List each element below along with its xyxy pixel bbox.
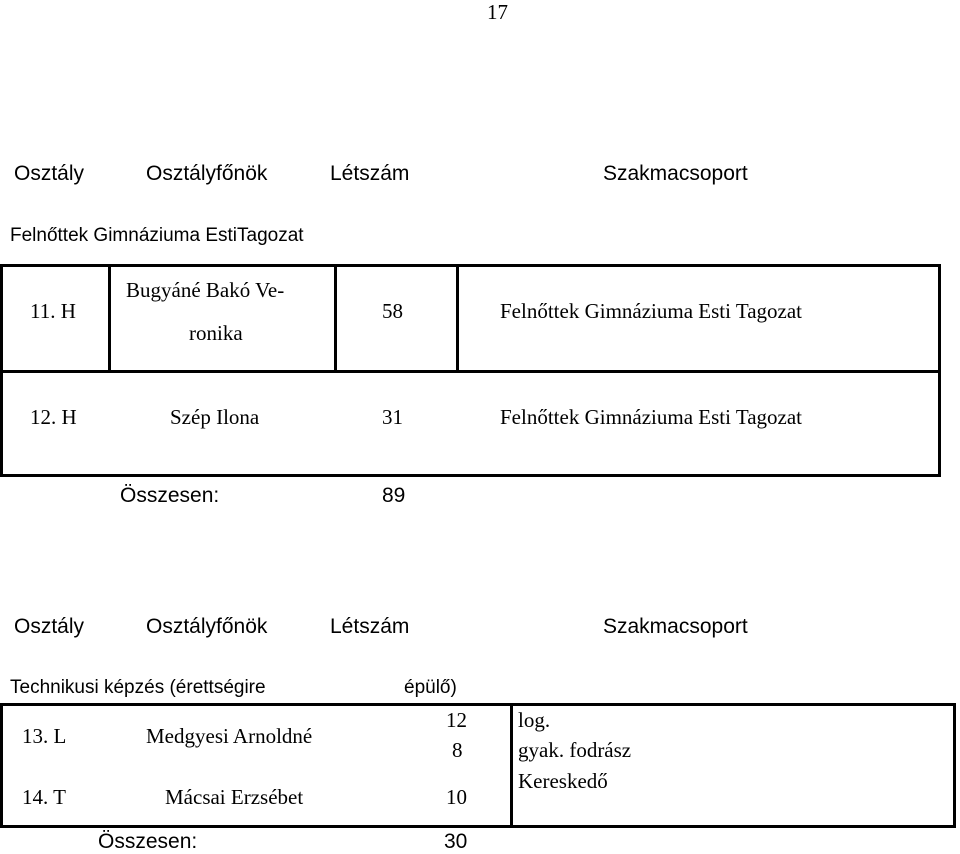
row-count-line1: 12 [446,708,467,732]
section-2-title-part1: Technikusi képzés (érettségire [10,677,266,698]
table-1-divider-3 [456,264,459,371]
section-1-total-value: 89 [382,484,406,507]
row-count: 58 [382,299,403,323]
row-group-line2: gyak. fodrász [518,738,632,762]
row-teacher-line2: ronika [189,321,243,345]
header-letszam: Létszám [330,162,410,185]
row-class: 13. L [22,724,67,748]
row-count: 10 [446,785,467,809]
table-1-border-bottom [0,474,941,477]
row-teacher-line1: Bugyáné Bakó Ve- [126,278,285,302]
row-teacher: Szép Ilona [170,405,260,429]
table-1-border-left [0,264,3,477]
section-1-title: Felnőttek Gimnáziuma EstiTagozat [10,225,304,246]
header-szakmacsoport: Szakmacsoport [603,162,748,185]
section-1-total-label: Összesen: [120,484,220,507]
row-count: 31 [382,405,403,429]
header-osztaly: Osztály [14,615,85,638]
table-1-divider-2 [334,264,337,371]
row-group: Felnőttek Gimnáziuma Esti Tagozat [500,405,802,429]
table-1-border-mid [0,370,941,373]
table-2-border-bottom [0,825,956,828]
row-group: Kereskedő [518,769,608,793]
header-osztaly: Osztály [14,162,85,185]
header-osztalyfonok: Osztályfőnök [146,615,268,638]
row-teacher: Medgyesi Arnoldné [146,724,313,748]
table-2-border-left [0,703,3,828]
table-1-border-right [938,264,941,477]
table-2-border-top [0,703,956,706]
row-class: 14. T [22,785,66,809]
section-2-title-part2: épülő) [404,677,457,698]
row-class: 11. H [30,299,76,323]
section-2-total-label: Összesen: [98,830,198,853]
row-group-line1: log. [518,708,551,732]
table-2-border-right [953,703,956,828]
row-count-line2: 8 [452,738,463,762]
table-1-border-top [0,264,941,267]
table-1-divider-1 [108,264,111,371]
section-2-total-value: 30 [444,830,468,853]
table-2-divider [510,703,513,828]
header-szakmacsoport: Szakmacsoport [603,615,748,638]
row-teacher: Mácsai Erzsébet [165,785,304,809]
row-class: 12. H [30,405,77,429]
header-letszam: Létszám [330,615,410,638]
page-number: 17 [487,0,508,24]
row-group: Felnőttek Gimnáziuma Esti Tagozat [500,299,802,323]
header-osztalyfonok: Osztályfőnök [146,162,268,185]
